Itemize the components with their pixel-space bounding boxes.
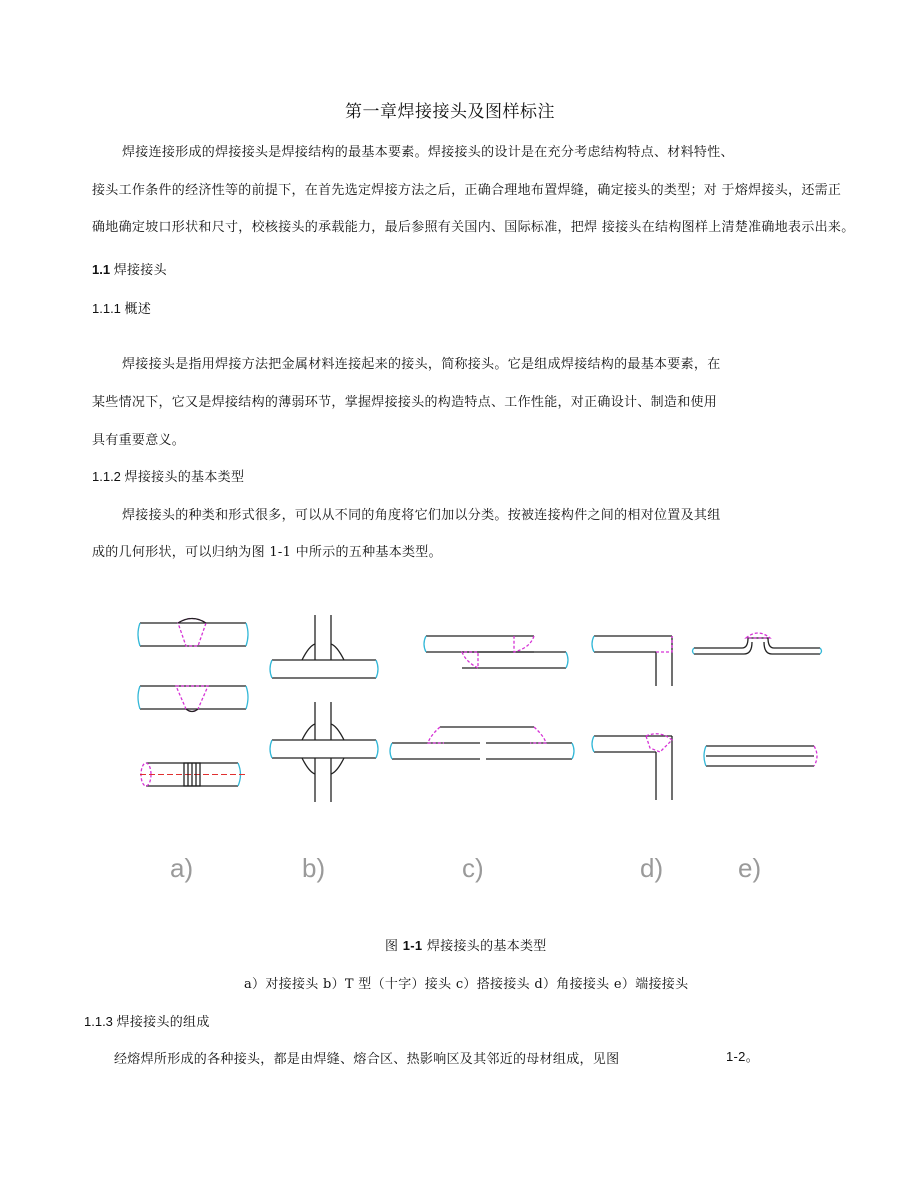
types-line-1: 焊接接头的种类和形式很多，可以从不同的角度将它们加以分类。按被连接构件之间的相对位置及其组 xyxy=(122,508,721,523)
section-1-1-3-heading xyxy=(84,1011,210,1030)
figure-legend: a）对接接头 b）T 型（十字）接头 c）搭接接头 d）角接接头 e）端接接头 xyxy=(244,977,689,992)
section-number: 1.1 xyxy=(92,262,111,277)
types-line-2: 成的几何形状，可以归纳为图 1-1 中所示的五种基本类型。 xyxy=(92,545,442,560)
pipe-butt-joint-drawing xyxy=(140,763,245,786)
section-number: 1.1.1 xyxy=(92,301,121,316)
t-joint-drawing xyxy=(270,615,378,678)
butt-joint-drawing-2 xyxy=(138,686,248,712)
section-1-1-1-heading xyxy=(92,298,151,317)
section-label: 焊接接头 xyxy=(113,263,167,278)
overview-line-1: 焊接接头是指用焊接方法把金属材料连接起来的接头，简称接头。它是组成焊接结构的最基本要素，在 xyxy=(122,357,721,372)
figure-caption xyxy=(385,935,547,954)
lap-joint-drawing-2 xyxy=(390,727,574,759)
section-1-1-heading xyxy=(92,259,167,278)
section-label: 焊接接头的组成 xyxy=(116,1015,210,1030)
figure-ref: 1-2。 xyxy=(726,1049,759,1064)
overview-line-2: 某些情况下，它又是焊接结构的薄弱环节，掌握焊接接头的构造特点、工作性能，对正确设计、制造和使用 xyxy=(92,395,718,410)
edge-joint-drawing-2 xyxy=(704,746,817,766)
overview-line-3: 具有重要意义。 xyxy=(92,433,186,448)
caption-prefix: 图 xyxy=(385,939,399,954)
sublabel-c: c) xyxy=(462,853,484,883)
butt-joint-drawing-1 xyxy=(138,619,248,647)
intro-line-3: 确地确定坡口形状和尺寸，校核接头的承载能力，最后参照有关国内、国际标准，把焊 接接头在结构图样上清楚准确地表示出来。 xyxy=(92,220,855,235)
edge-joint-drawing-1 xyxy=(693,633,822,654)
lap-joint-drawing-1 xyxy=(424,636,568,668)
section-number: 1.1.3 xyxy=(84,1014,113,1029)
caption-text: 焊接接头的基本类型 xyxy=(426,939,547,954)
intro-line-2: 接头工作条件的经济性等的前提下，在首先选定焊接方法之后，正确合理地布置焊缝，确定接头的类型；对 于熔焊接头，还需正 xyxy=(92,183,842,198)
section-number: 1.1.2 xyxy=(92,469,121,484)
section-label: 焊接接头的基本类型 xyxy=(124,470,245,485)
weld-joint-figure xyxy=(0,590,920,900)
section-1-1-2-heading xyxy=(92,466,244,485)
cross-joint-drawing xyxy=(270,702,378,802)
composition-line: 经熔焊所形成的各种接头，都是由焊缝、熔合区、热影响区及其邻近的母材组成，见图 xyxy=(114,1052,620,1067)
page-title: 第一章焊接接头及图样标注 xyxy=(345,102,555,122)
sublabel-e: e) xyxy=(738,853,762,883)
corner-joint-drawing-1 xyxy=(592,636,672,686)
corner-joint-drawing-2 xyxy=(592,734,672,800)
caption-number: 1-1 xyxy=(402,938,423,953)
section-label: 概述 xyxy=(124,302,152,317)
sublabel-d: d) xyxy=(640,853,664,883)
sublabel-b: b) xyxy=(302,853,326,883)
intro-line-1: 焊接连接形成的焊接接头是焊接结构的最基本要素。焊接接头的设计是在充分考虑结构特点、材料特性、 xyxy=(122,145,734,160)
sublabel-a: a) xyxy=(170,853,194,883)
